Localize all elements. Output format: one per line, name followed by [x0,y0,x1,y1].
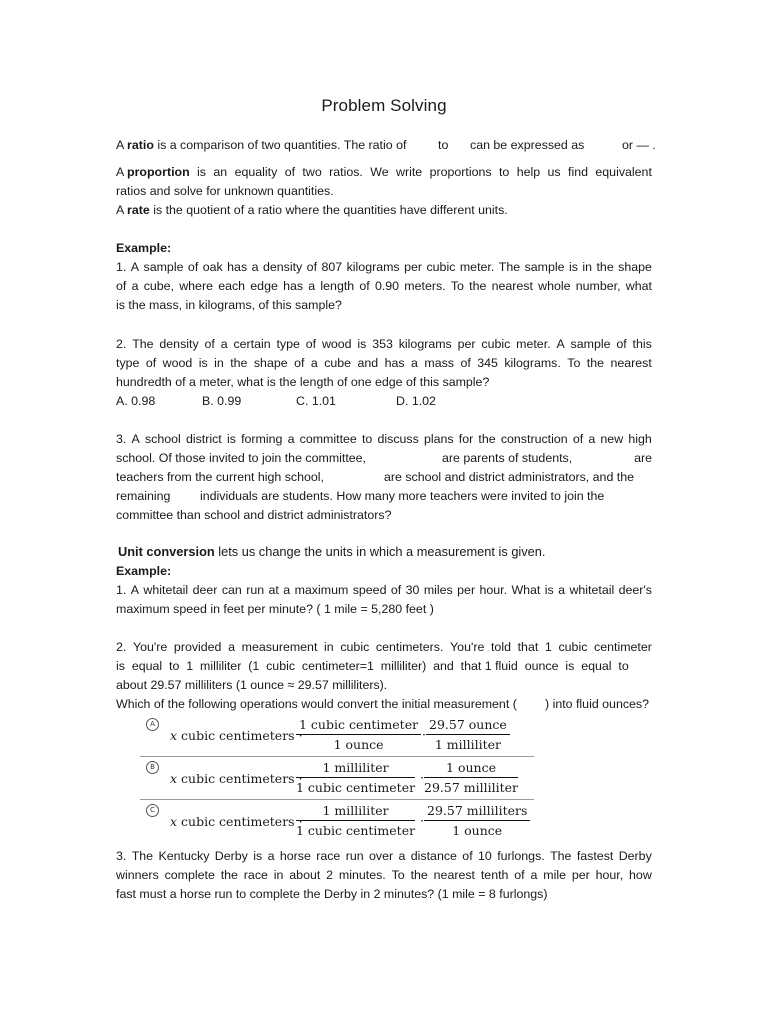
proportion-line-1 [116,163,652,182]
unit-question-3-line-3: fast must a horse run to complete the Derby in 2 minutes? (1 mile = 8 furlongs) [116,887,548,901]
q3-l2-a: school. Of those invited to join the committee, [116,451,367,465]
example-heading-2: Example: [116,564,172,578]
u2-l4-b: ) into fluid ounces? [545,697,650,711]
choice-b-dot: · [420,770,424,785]
question-3-line-1: 3. A school district is forming a committee to discuss plans for the construction of a new high [116,432,652,446]
rate-definition [116,201,652,220]
unit-conversion-rest: lets us change the units in which a measurement is given. [214,544,546,559]
ratio-to: to [438,138,449,152]
question-2 [116,335,652,411]
q3-l2-c: are [634,451,652,465]
example-heading: Example: [116,241,172,255]
choice-c-fraction-1: 1 milliliter 1 cubic centimeter [296,803,416,838]
question-3-line-4 [116,487,652,506]
u2-l4-a: Which of the following operations would convert the initial measurement ( [116,697,517,711]
unit-question-2-line-2: is equal to 1 milliliter (1 cubic centimeter=1 milliliter) and that 1 fluid ounce is equal to [116,659,629,673]
q3-l3-b: are school and district administrators, and the [384,470,635,484]
proportion-word: us [547,165,561,179]
choice-c-term: x cubic centimeters · [170,814,303,829]
question-2-line-1: 2. The density of a certain type of wood is 353 kilograms per cubic meter. A sample of this [116,337,652,351]
choice-a-marker: A [146,718,159,731]
choice-b-term: x cubic centimeters · [170,771,303,786]
proportion-word: is [197,165,206,179]
ratio-definition [116,136,656,155]
question-1-line-3: is the mass, in kilograms, of this sample? [116,298,342,312]
q3-l4-b: individuals are students. How many more teachers were invited to join the [200,489,605,503]
example-section-1 [116,239,652,315]
question-3 [116,430,652,525]
option-a: A. 0.98 [116,394,156,408]
proportion-word: ratios. [329,165,363,179]
option-c: C. 1.01 [296,394,336,408]
choice-a-term: x cubic centimeters · [170,728,303,743]
proportion-word: two [302,165,322,179]
question-3-line-3 [116,468,652,487]
ratio-or: or — . [622,138,656,152]
proportion-definition [116,163,652,220]
question-3-line-2 [116,449,652,468]
unit-conversion-term: Unit conversion [118,544,215,559]
rate-prefix: A [116,203,128,217]
unit-question-3-line-1: 3. The Kentucky Derby is a horse race run over a distance of 10 furlongs. The fastest Derby [116,849,652,863]
proportion-word: of [284,165,296,179]
proportion-term: proportion [127,165,190,179]
choice-b-fraction-1: 1 milliliter 1 cubic centimeter [296,760,416,795]
ratio-rest: is a comparison of two quantities. The ratio of [153,138,407,152]
choice-b-fraction-2: 1 ounce 29.57 milliliter [424,760,518,795]
ratio-expressed: can be expressed as [470,138,585,152]
ratio-prefix: A [116,138,128,152]
unit-question-2-line-1: 2. You're provided a measurement in cubic centimeters. You're told that 1 cubic centimeter [116,640,652,654]
choice-c[interactable] [140,802,534,842]
choice-b-marker: B [146,761,159,774]
choice-b[interactable] [140,759,534,800]
q3-l3-a: teachers from the current high school, [116,470,324,484]
unit-question-3 [116,847,652,904]
choice-c-fraction-2: 29.57 milliliters 1 ounce [424,802,530,841]
unit-question-1-line-1: 1. A whitetail deer can run at a maximum speed of 30 miles per hour. What is a whitetail deer's [116,583,652,597]
unit-question-2 [116,638,652,714]
proportion-word: to [498,165,510,179]
proportion-line-2: ratios and solve for unknown quantities. [116,184,334,198]
question-1-line-2: of a cube, where each edge has a length of 0.90 meters. To the nearest whole number, what [116,279,652,293]
choice-a-fraction-1: 1 cubic centimeter 1 ounce [296,716,421,755]
unit-question-3-line-2: winners complete the race in about 2 minutes. To the nearest tenth of a mile per hour, how [116,868,652,882]
question-2-line-2: type of wood is in the shape of a cube and has a mass of 345 kilograms. To the nearest [116,356,652,370]
rate-term: rate [127,203,150,217]
proportion-word: find [568,165,588,179]
proportion-word: write [396,165,423,179]
question-2-options [116,392,652,411]
rate-rest: is the quotient of a ratio where the quantities have different units. [149,203,508,217]
proportion-word: We [370,165,389,179]
question-3-line-5: committee than school and district administrators? [116,508,392,522]
question-2-line-3: hundredth of a meter, what is the length of one edge of this sample? [116,375,490,389]
choice-a-fraction-2: 29.57 ounce 1 milliliter [426,716,510,755]
proportion-prefix: A [116,165,128,179]
unit-question-2-line-4 [116,695,652,714]
ratio-term: ratio [127,138,154,152]
q3-l4-a: remaining [116,489,171,503]
q3-l2-b: are parents of students, [442,451,573,465]
option-d: D. 1.02 [396,394,436,408]
page-title: Problem Solving [321,96,447,115]
choice-a[interactable] [140,716,534,757]
proportion-word: equality [234,165,278,179]
question-1-line-1: 1. A sample of oak has a density of 807 kilograms per cubic meter. The sample is in the shape [116,260,652,274]
unit-question-1-line-2: maximum speed in feet per minute? ( 1 mile = 5,280 feet ) [116,602,434,616]
proportion-word: proportions [429,165,492,179]
choice-c-dot: · [420,813,424,828]
choice-a-dot: · [422,727,426,742]
proportion-word: an [213,165,228,179]
unit-question-2-line-3: about 29.57 milliliters (1 ounce ≈ 29.57 milliliters). [116,678,388,692]
option-b: B. 0.99 [202,394,242,408]
proportion-word: equivalent [595,165,652,179]
proportion-word: help [516,165,541,179]
unit-conversion-intro [118,542,545,561]
example-section-2 [116,562,652,619]
choice-c-marker: C [146,804,159,817]
